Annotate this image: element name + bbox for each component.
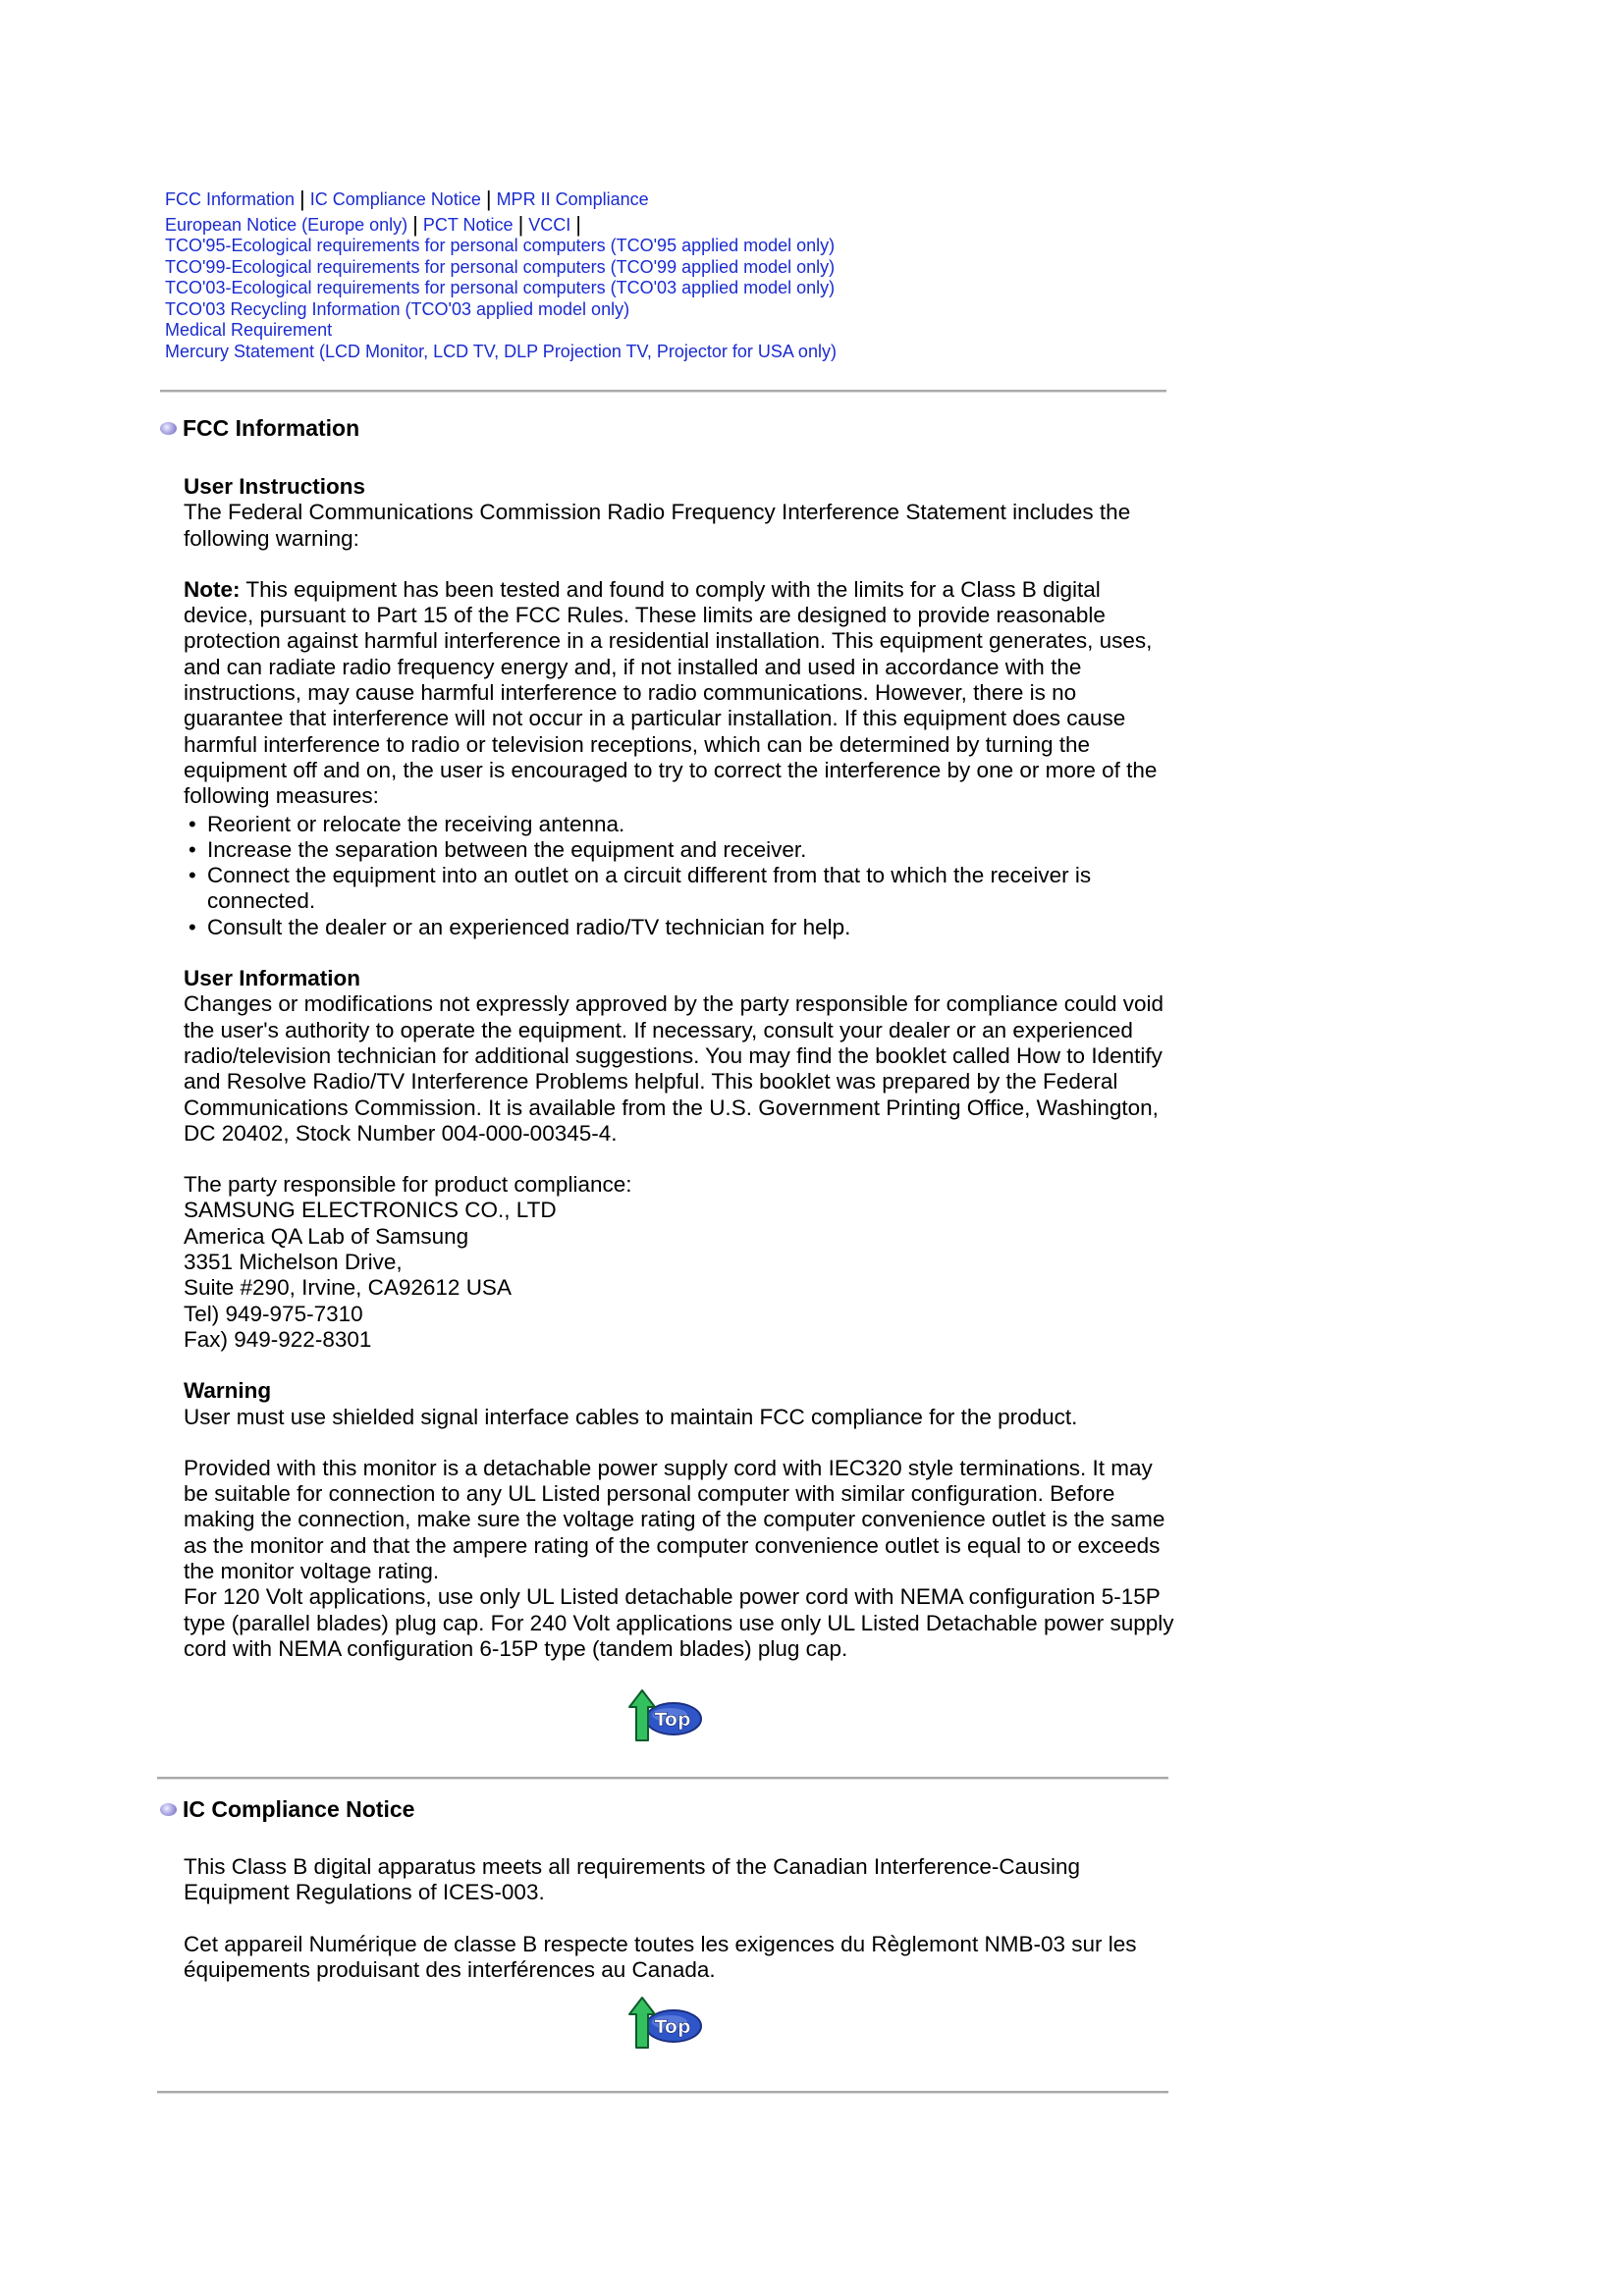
top-arrow-icon: [624, 1995, 705, 2052]
fcc-content: [184, 474, 1175, 1662]
top-button-label: Top: [654, 1709, 691, 1731]
ic-content: [184, 1854, 1175, 1983]
power-cord-text-2: For 120 Volt applications, use only UL Listed detachable power cord with NEMA configuration 5-15P type (parallel blades) plug cap. For 240 Volt applications use only UL Listed Detachable power supply cord with NEMA configuration 6-15P type (tandem blades) plug cap.: [184, 1584, 1174, 1661]
top-button-label: Top: [654, 2016, 691, 2038]
power-cord-text-1: Provided with this monitor is a detachable power supply cord with IEC320 style terminations. It may be suitable for connection to any UL Listed personal computer with similar configuration. Before making the connection, make sure the voltage rating of the computer convenience outlet is the same as the monitor and that the ampere rating of the computer convenience outlet is equal to or exceeds the monitor voltage rating.: [184, 1455, 1165, 1583]
party-line: Tel) 949-975-7310: [184, 1301, 363, 1326]
note-text: This equipment has been tested and found to comply with the limits for a Class B digital device, pursuant to Part 15 of the FCC Rules. These limits are designed to provide reasonable protection against harmful interference in a residential installation. This equipment generates, uses, and can radiate radio frequency energy and, if not installed and used in accordance with the instructions, may cause harmful interference to radio communications. However, there is no guarantee that interference will not occur in a particular installation. If this equipment does cause harmful interference to radio or television receptions, which can be determined by turning the equipment off and on, the user is encouraged to try to correct the interference by one or more of the following measures:: [184, 576, 1158, 809]
party-line: Fax) 949-922-8301: [184, 1326, 372, 1352]
user-instructions-heading: User Instructions: [184, 474, 366, 499]
nav-link-european-notice[interactable]: European Notice (Europe only): [165, 214, 408, 235]
nav-row-2: [165, 213, 1147, 237]
back-to-top-button[interactable]: [624, 1995, 705, 2052]
fcc-note: [184, 577, 1175, 810]
ic-text-fr: Cet appareil Numérique de classe B respecte toutes les exigences du Règlemont NMB-03 sur les équipements produisant des interférences au Canada.: [184, 1931, 1137, 1982]
ic-title: IC Compliance Notice: [183, 1796, 415, 1822]
user-information-heading: User Information: [184, 966, 361, 991]
section-bullet-icon: [160, 422, 177, 435]
top-arrow-icon: [624, 1687, 705, 1744]
divider: [157, 2091, 1168, 2094]
measures-list: [184, 812, 1175, 940]
nav-link-tco03[interactable]: TCO'03-Ecological requirements for personal computers (TCO'03 applied model only): [165, 278, 836, 297]
note-label: Note:: [184, 576, 241, 602]
nav-link-tco95[interactable]: TCO'95-Ecological requirements for personal computers (TCO'95 applied model only): [165, 236, 836, 255]
nav-separator: |: [517, 211, 524, 237]
nav-link-tco99[interactable]: TCO'99-Ecological requirements for personal computers (TCO'99 applied model only): [165, 256, 836, 277]
nav-separator: |: [575, 211, 582, 237]
nav-row-1: [165, 187, 1147, 211]
nav-link-mercury-statement[interactable]: Mercury Statement (LCD Monitor, LCD TV, DLP Projection TV, Projector for USA only): [165, 341, 837, 361]
party-line: Suite #290, Irvine, CA92612 USA: [184, 1275, 512, 1301]
user-instructions-text: The Federal Communications Commission Radio Frequency Interference Statement includes the following warning:: [184, 500, 1131, 551]
nav-separator: |: [485, 187, 492, 211]
nav-link-pct-notice[interactable]: PCT Notice: [422, 214, 514, 235]
section-title-ic: [160, 1796, 414, 1823]
ic-text-en: This Class B digital apparatus meets all requirements of the Canadian Interference-Causing Equipment Regulations of ICES-003.: [184, 1854, 1080, 1905]
list-item: • Connect the equipment into an outlet on a circuit different from that to which the receiver is connected.: [184, 863, 1175, 915]
divider: [157, 1777, 1168, 1780]
list-item: • Consult the dealer or an experienced radio/TV technician for help.: [184, 915, 1175, 940]
nav-link-tco03-recycling[interactable]: TCO'03 Recycling Information (TCO'03 applied model only): [165, 298, 630, 319]
nav-separator: |: [299, 187, 305, 211]
nav-link-medical-requirement[interactable]: Medical Requirement: [165, 320, 333, 340]
divider: [160, 390, 1166, 393]
back-to-top-button[interactable]: [624, 1687, 705, 1744]
warning-text: User must use shielded signal interface cables to maintain FCC compliance for the product.: [184, 1404, 1078, 1429]
list-item: • Increase the separation between the equipment and receiver.: [184, 837, 1175, 863]
section-bullet-icon: [160, 1803, 177, 1816]
party-line: The party responsible for product compliance:: [184, 1172, 632, 1198]
nav-link-vcci[interactable]: VCCI: [528, 214, 571, 235]
party-line: SAMSUNG ELECTRONICS CO., LTD: [184, 1198, 557, 1223]
party-line: 3351 Michelson Drive,: [184, 1250, 403, 1275]
warning-heading: Warning: [184, 1378, 272, 1404]
section-title-fcc: [160, 415, 359, 442]
nav-separator: |: [412, 211, 418, 237]
compliance-nav: [165, 187, 1147, 362]
nav-link-fcc-information[interactable]: FCC Information: [165, 189, 296, 209]
fcc-title: FCC Information: [183, 415, 360, 441]
nav-link-mpr-ii[interactable]: MPR II Compliance: [496, 189, 649, 209]
party-line: America QA Lab of Samsung: [184, 1223, 469, 1249]
list-item: • Reorient or relocate the receiving antenna.: [184, 812, 1175, 837]
user-information-text: Changes or modifications not expressly approved by the party responsible for compliance could void the user's authority to operate the equipment. If necessary, consult your dealer or an experienced radio/television technician for additional suggestions. You may find the booklet called How to Identify and Resolve Radio/TV Interference Problems helpful. This booklet was prepared by the Federal Communications Commission. It is available from the U.S. Government Printing Office, Washington, DC 20402, Stock Number 004-000-00345-4.: [184, 991, 1164, 1146]
nav-link-ic-compliance[interactable]: IC Compliance Notice: [309, 189, 481, 209]
